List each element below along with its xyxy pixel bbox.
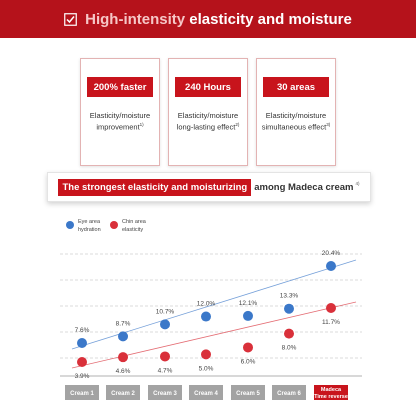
data-point xyxy=(77,357,87,367)
legend-marker xyxy=(66,221,74,229)
data-label: 20.4% xyxy=(321,250,341,257)
data-label: 8.0% xyxy=(281,344,297,352)
stat-badge: 240 Hours xyxy=(175,77,241,97)
stat-line: Elasticity/moisture xyxy=(265,111,327,120)
headline-note: 4) xyxy=(355,180,360,186)
category-label: Cream 5 xyxy=(236,391,260,397)
data-label: 3.9% xyxy=(74,373,90,380)
data-point xyxy=(160,319,170,329)
stat-note: 1) xyxy=(139,122,144,127)
data-point xyxy=(326,303,336,313)
data-label: 4.6% xyxy=(115,368,131,376)
data-label: 4.7% xyxy=(157,367,173,375)
category-label: Cream 1 xyxy=(70,391,94,397)
legend-marker xyxy=(110,221,118,229)
headline-rest: among Madeca cream xyxy=(254,181,354,193)
data-label: 12.0% xyxy=(196,300,216,308)
data-label: 7.6% xyxy=(74,327,90,334)
data-point xyxy=(284,304,294,314)
series-line xyxy=(72,299,356,368)
data-point xyxy=(160,351,170,361)
stat-note: 2) xyxy=(235,122,240,127)
legend-label: Chin area xyxy=(122,219,146,225)
data-point xyxy=(118,352,128,362)
stat-line: simultaneous effect xyxy=(261,122,327,132)
page-title-accent: High-intensity xyxy=(85,10,186,28)
legend-label: Eye area xyxy=(78,219,101,225)
stat-line: Elasticity/moisture xyxy=(177,111,239,120)
data-point xyxy=(243,342,253,352)
data-point xyxy=(77,338,87,348)
data-point xyxy=(284,329,294,339)
data-point xyxy=(118,331,128,341)
category-label: Cream 4 xyxy=(194,391,218,397)
data-point xyxy=(326,261,336,271)
data-point xyxy=(201,349,211,359)
category-label: Cream 6 xyxy=(277,391,301,397)
data-label: 6.0% xyxy=(240,358,256,366)
stat-line: improvement xyxy=(96,122,140,132)
stat-badge: 200% faster xyxy=(87,77,153,97)
data-label: 5.0% xyxy=(198,365,214,373)
stat-badge: 30 areas xyxy=(263,77,329,97)
page-title-rest: elasticity and moisture xyxy=(185,10,352,28)
category-label: Time reverse xyxy=(314,394,348,400)
data-point xyxy=(201,312,211,322)
legend-label: elasticity xyxy=(122,227,144,233)
data-label: 11.7% xyxy=(322,319,340,326)
headline-highlight: The strongest elasticity and moisturizing xyxy=(58,179,251,196)
legend-label: hydration xyxy=(78,227,101,233)
stat-note: 3) xyxy=(326,122,331,127)
data-point xyxy=(243,311,253,321)
data-label: 8.7% xyxy=(115,320,131,328)
category-label: Cream 2 xyxy=(111,391,135,397)
category-label: Cream 3 xyxy=(153,391,177,397)
category-label: Madeca xyxy=(320,387,342,393)
stat-line: long-lasting effect xyxy=(176,122,236,132)
data-label: 10.7% xyxy=(155,308,175,316)
data-label: 12.1% xyxy=(238,299,258,307)
stat-line: Elasticity/moisture xyxy=(89,111,151,120)
data-label: 13.3% xyxy=(279,292,299,300)
